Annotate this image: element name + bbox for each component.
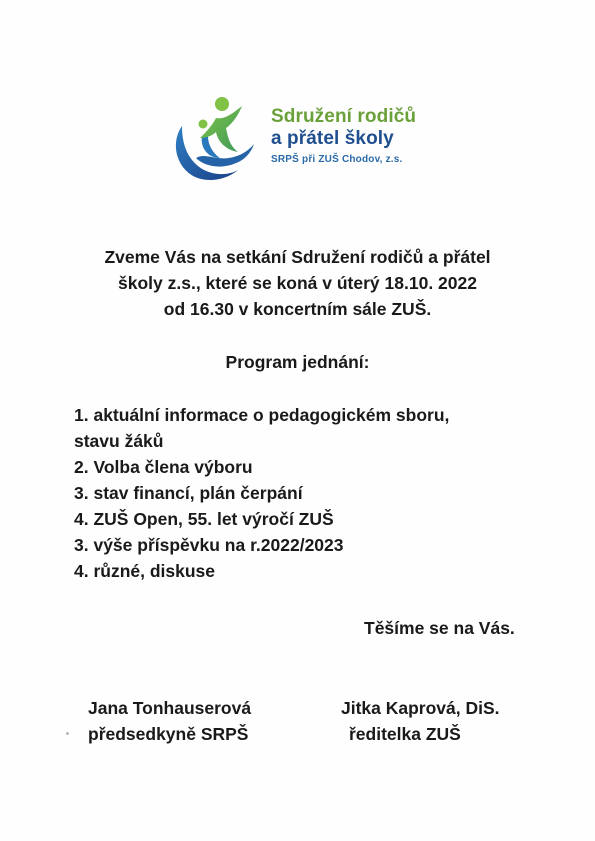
agenda-item: 1. aktuální informace o pedagogickém sboru, — [74, 405, 450, 425]
logo-title-line1: Sdružení rodičů — [271, 106, 417, 127]
scan-speck — [66, 732, 69, 735]
signature-role: předsedkyně SRPŠ — [88, 724, 249, 744]
agenda-item: stavu žáků — [74, 431, 164, 451]
logo-text — [271, 106, 416, 165]
srps-logo — [172, 96, 442, 186]
signature-right — [341, 695, 500, 747]
signature-left — [88, 695, 251, 747]
family-figure-logo-icon — [172, 96, 256, 184]
agenda-item: 3. stav financí, plán čerpání — [74, 483, 303, 503]
signature-name: Jitka Kaprová, DiS. — [341, 698, 500, 718]
invitation-line: od 16.30 v koncertním sále ZUŠ. — [163, 299, 432, 319]
invitation-text — [0, 244, 595, 322]
program-heading: Program jednání: — [225, 352, 370, 372]
agenda-item: 4. ZUŠ Open, 55. let výročí ZUŠ — [74, 509, 334, 529]
logo-subtitle: SRPŠ při ZUŠ Chodov, z.s. — [271, 154, 403, 165]
agenda-item: 3. výše příspěvku na r.2022/2023 — [74, 535, 344, 555]
invitation-line: Zveme Vás na setkání Sdružení rodičů a přátel — [104, 247, 491, 267]
agenda-list — [74, 402, 449, 584]
signature-name: Jana Tonhauserová — [88, 698, 252, 718]
closing-line: Těšíme se na Vás. — [364, 618, 515, 638]
agenda-item: 2. Volba člena výboru — [74, 457, 253, 477]
invitation-line: školy z.s., které se koná v úterý 18.10. 2022 — [118, 273, 477, 293]
logo-title-line2: a přátel školy — [271, 128, 394, 149]
agenda-item: 4. různé, diskuse — [74, 561, 216, 581]
signature-role: ředitelka ZUŠ — [349, 724, 461, 744]
